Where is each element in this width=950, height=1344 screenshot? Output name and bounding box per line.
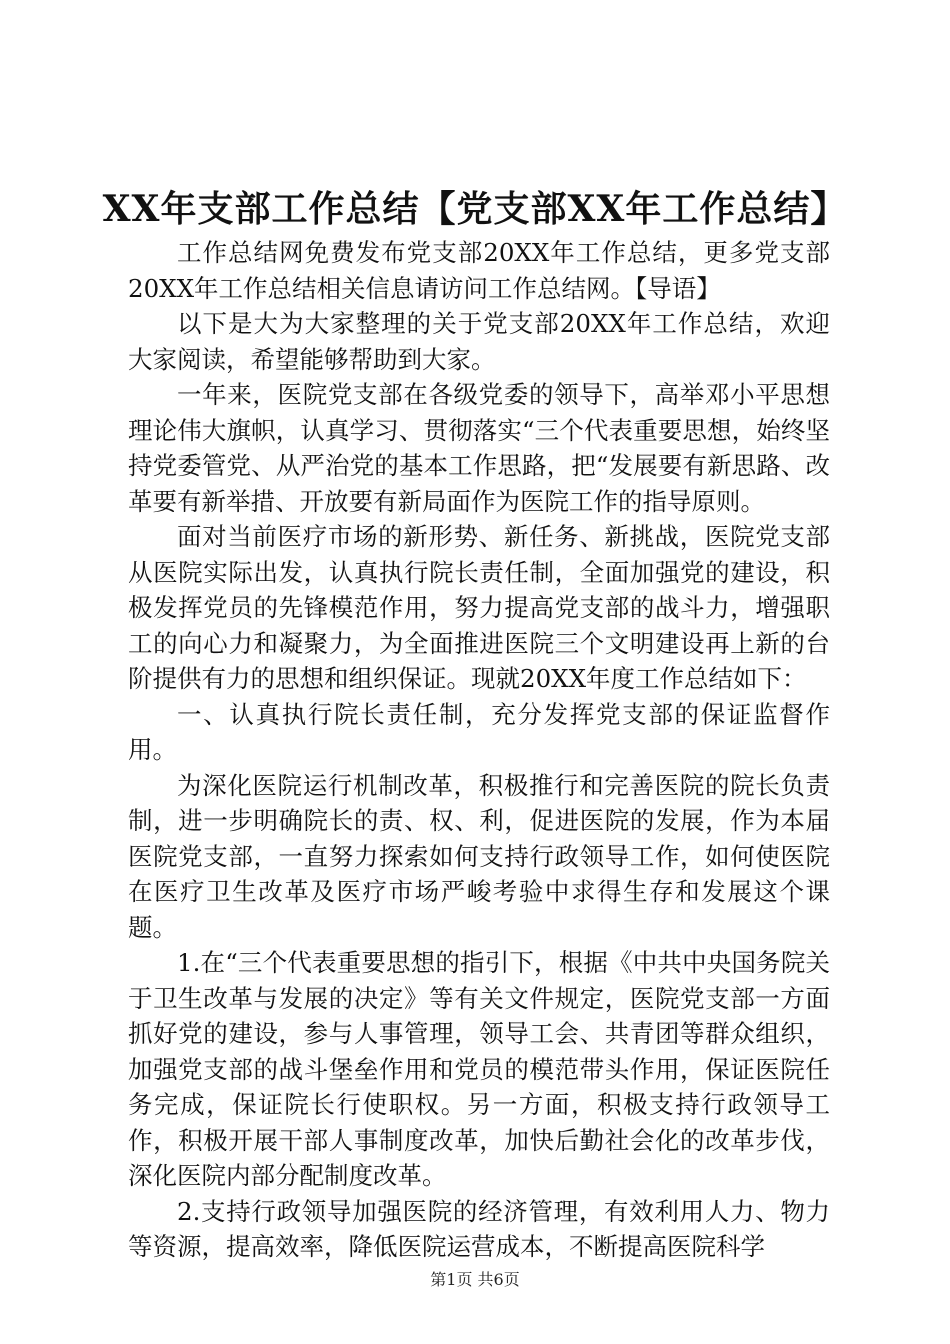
paragraph: 面对当前医疗市场的新形势、新任务、新挑战，医院党支部从医院实际出发，认真执行院长责任制，全面加强党的建设，积极发挥党员的先锋模范作用，努力提高党支部的战斗力，增强职工的向心力和凝聚力，为全面推进医院三个文明建设再上新的台阶提供有力的思想和组织保证。现就20XX年度工作总结如下：	[128, 522, 830, 693]
paragraph: 以下是大为大家整理的关于党支部20XX年工作总结，欢迎大家阅读，希望能够帮助到大家。	[128, 309, 830, 374]
page-number-footer: 第1页 共6页	[430, 1270, 520, 1289]
paragraph: 2.支持行政领导加强医院的经济管理，有效利用人力、物力等资源，提高效率，降低医院运营成本，不断提高医院科学	[128, 1196, 830, 1261]
paragraph: 为深化医院运行机制改革，积极推行和完善医院的院长负责制，进一步明确院长的责、权、利，促进医院的发展，作为本届医院党支部，一直努力探索如何支持行政领导工作，如何使医院在医疗卫生改革及医疗市场严峻考验中求得生存和发展这个课题。	[128, 770, 830, 942]
paragraph: 一年来，医院党支部在各级党委的领导下，高举邓小平思想理论伟大旗帜，认真学习、贯彻落实“三个代表重要思想，始终坚持党委管党、从严治党的基本工作思路，把“发展要有新思路、改革要有新举措、开放要有新局面作为医院工作的指导原则。	[128, 380, 830, 516]
paragraph: 1.在“三个代表重要思想的指引下，根据《中共中央国务院关于卫生改革与发展的决定》等有关文件规定，医院党支部一方面抓好党的建设，参与人事管理，领导工会、共青团等群众组织，加强党支部的战斗堡垒作用和党员的模范带头作用，保证医院任务完成，保证院长行使职权。另一方面，积极支持行政领导工作，积极开展干部人事制度改革，加快后勤社会化的改革步伐，深化医院内部分配制度改革。	[128, 948, 830, 1190]
paragraph: 工作总结网免费发布党支部20XX年工作总结，更多党支部20XX年工作总结相关信息请访问工作总结网。【导语】	[128, 238, 830, 303]
document-title: XX年支部工作总结【党支部XX年工作总结】	[102, 188, 848, 230]
section-heading: 一、认真执行院长责任制，充分发挥党支部的保证监督作用。	[128, 699, 830, 764]
document-body	[128, 235, 830, 1265]
